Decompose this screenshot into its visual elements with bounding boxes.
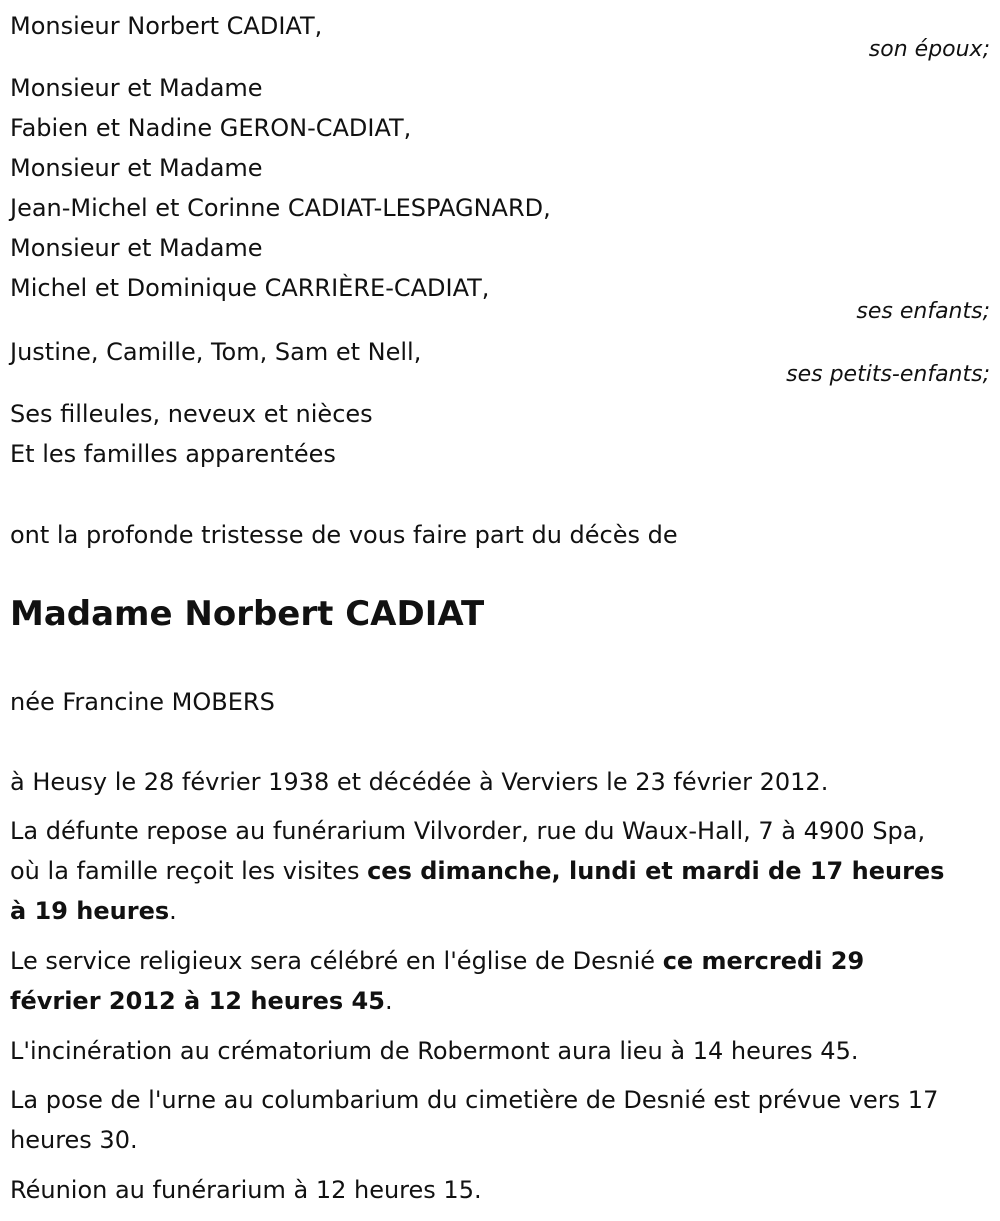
children-line: Monsieur et Madame [10, 74, 263, 102]
visit-text: La défunte repose au funérarium Vilvorder, rue du Waux-Hall, 7 à 4900 Spa, où la famille reçoit les visites [10, 817, 926, 885]
reunion-info: Réunion au funérarium à 12 heures 15. [10, 1176, 482, 1204]
children-line: Michel et Dominique CARRIÈRE-CADIAT, [10, 274, 490, 302]
urn-info: La pose de l'urne au columbarium du cimetière de Desnié est prévue vers 17 heures 30. [10, 1086, 939, 1154]
service-text: Le service religieux sera célébré en l'église de Desnié [10, 947, 663, 975]
other-relatives [10, 394, 373, 474]
cremation-info: L'incinération au crématorium de Robermont aura lieu à 14 heures 45. [10, 1037, 859, 1065]
service-datetime: ce mercredi 29 février 2012 à 12 heures 45 [10, 947, 865, 1015]
announcement-intro: ont la profonde tristesse de vous faire part du décès de [10, 521, 678, 549]
children-line: Monsieur et Madame [10, 154, 263, 182]
children-line: Fabien et Nadine GERON-CADIAT, [10, 114, 412, 142]
children-line: Monsieur et Madame [10, 234, 263, 262]
grandchildren-names: Justine, Camille, Tom, Sam et Nell, [10, 338, 422, 366]
visit-hours: ces dimanche, lundi et mardi de 17 heures à 19 heures [10, 857, 945, 925]
service-end: . [384, 987, 393, 1015]
spouse-name: Monsieur Norbert CADIAT, [10, 12, 323, 40]
birth-death-dates: à Heusy le 28 février 1938 et décédée à Verviers le 23 février 2012. [10, 768, 829, 796]
grandchildren-role: ses petits-enfants; [786, 362, 990, 387]
relatives-line: Et les familles apparentées [10, 440, 336, 468]
relatives-line: Ses filleules, neveux et nièces [10, 400, 373, 428]
visit-info [10, 811, 955, 931]
children-line: Jean-Michel et Corinne CADIAT-LESPAGNARD, [10, 194, 551, 222]
children-role: ses enfants; [856, 299, 990, 324]
spouse-role: son époux; [868, 37, 990, 62]
visit-end: . [169, 897, 177, 925]
children-list [10, 68, 551, 308]
maiden-name: née Francine MOBERS [10, 688, 275, 716]
deceased-name: Madame Norbert CADIAT [10, 594, 485, 634]
service-info [10, 941, 955, 1021]
